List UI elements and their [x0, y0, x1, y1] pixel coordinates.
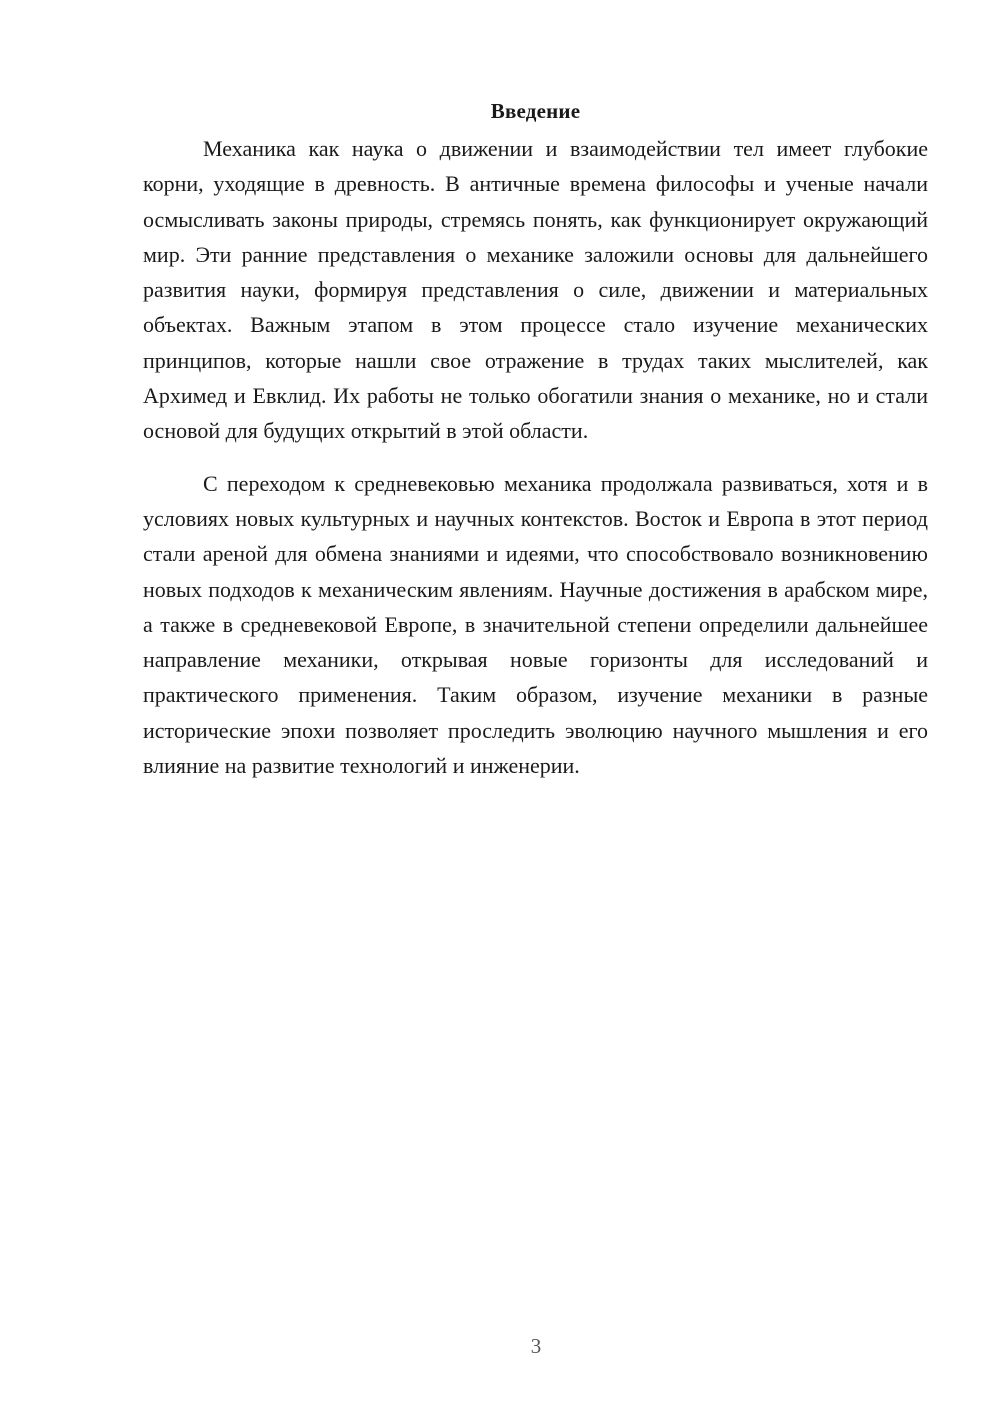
paragraph-1: Механика как наука о движении и взаимодействии тел имеет глубокие корни, уходящие в древность. В античные времена философы и ученые начали осмысливать законы природы, стремясь понять, как функционирует окружающий мир. Эти ранние представления о механике заложили основы для дальнейшего развития науки, формируя представления о силе, движении и материальных объектах. Важным этапом в этом процессе стало изучение механических принципов, которые нашли свое отражение в трудах таких мыслителей, как Архимед и Евклид. Их работы не только обогатили знания о механике, но и стали основой для будущих открытий в этой области.: [143, 136, 928, 444]
paragraph-2: С переходом к средневековью механика продолжала развиваться, хотя и в условиях новых культурных и научных контекстов. Восток и Европа в этот период стали ареной для обмена знаниями и идеями, что способствовало возникновению новых подходов к механическим явлениям. Научные достижения в арабском мире, а также в средневековой Европе, в значительной степени определили дальнейшее направление механики, открывая новые горизонты для исследований и практического применения. Таким образом, изучение механики в разные исторические эпохи позволяет проследить эволюцию научного мышления и его влияние на развитие технологий и инженерии.: [143, 470, 928, 779]
page-number: 3: [530, 1334, 542, 1358]
page-content: [143, 95, 928, 783]
section-title: Введение: [490, 99, 581, 123]
